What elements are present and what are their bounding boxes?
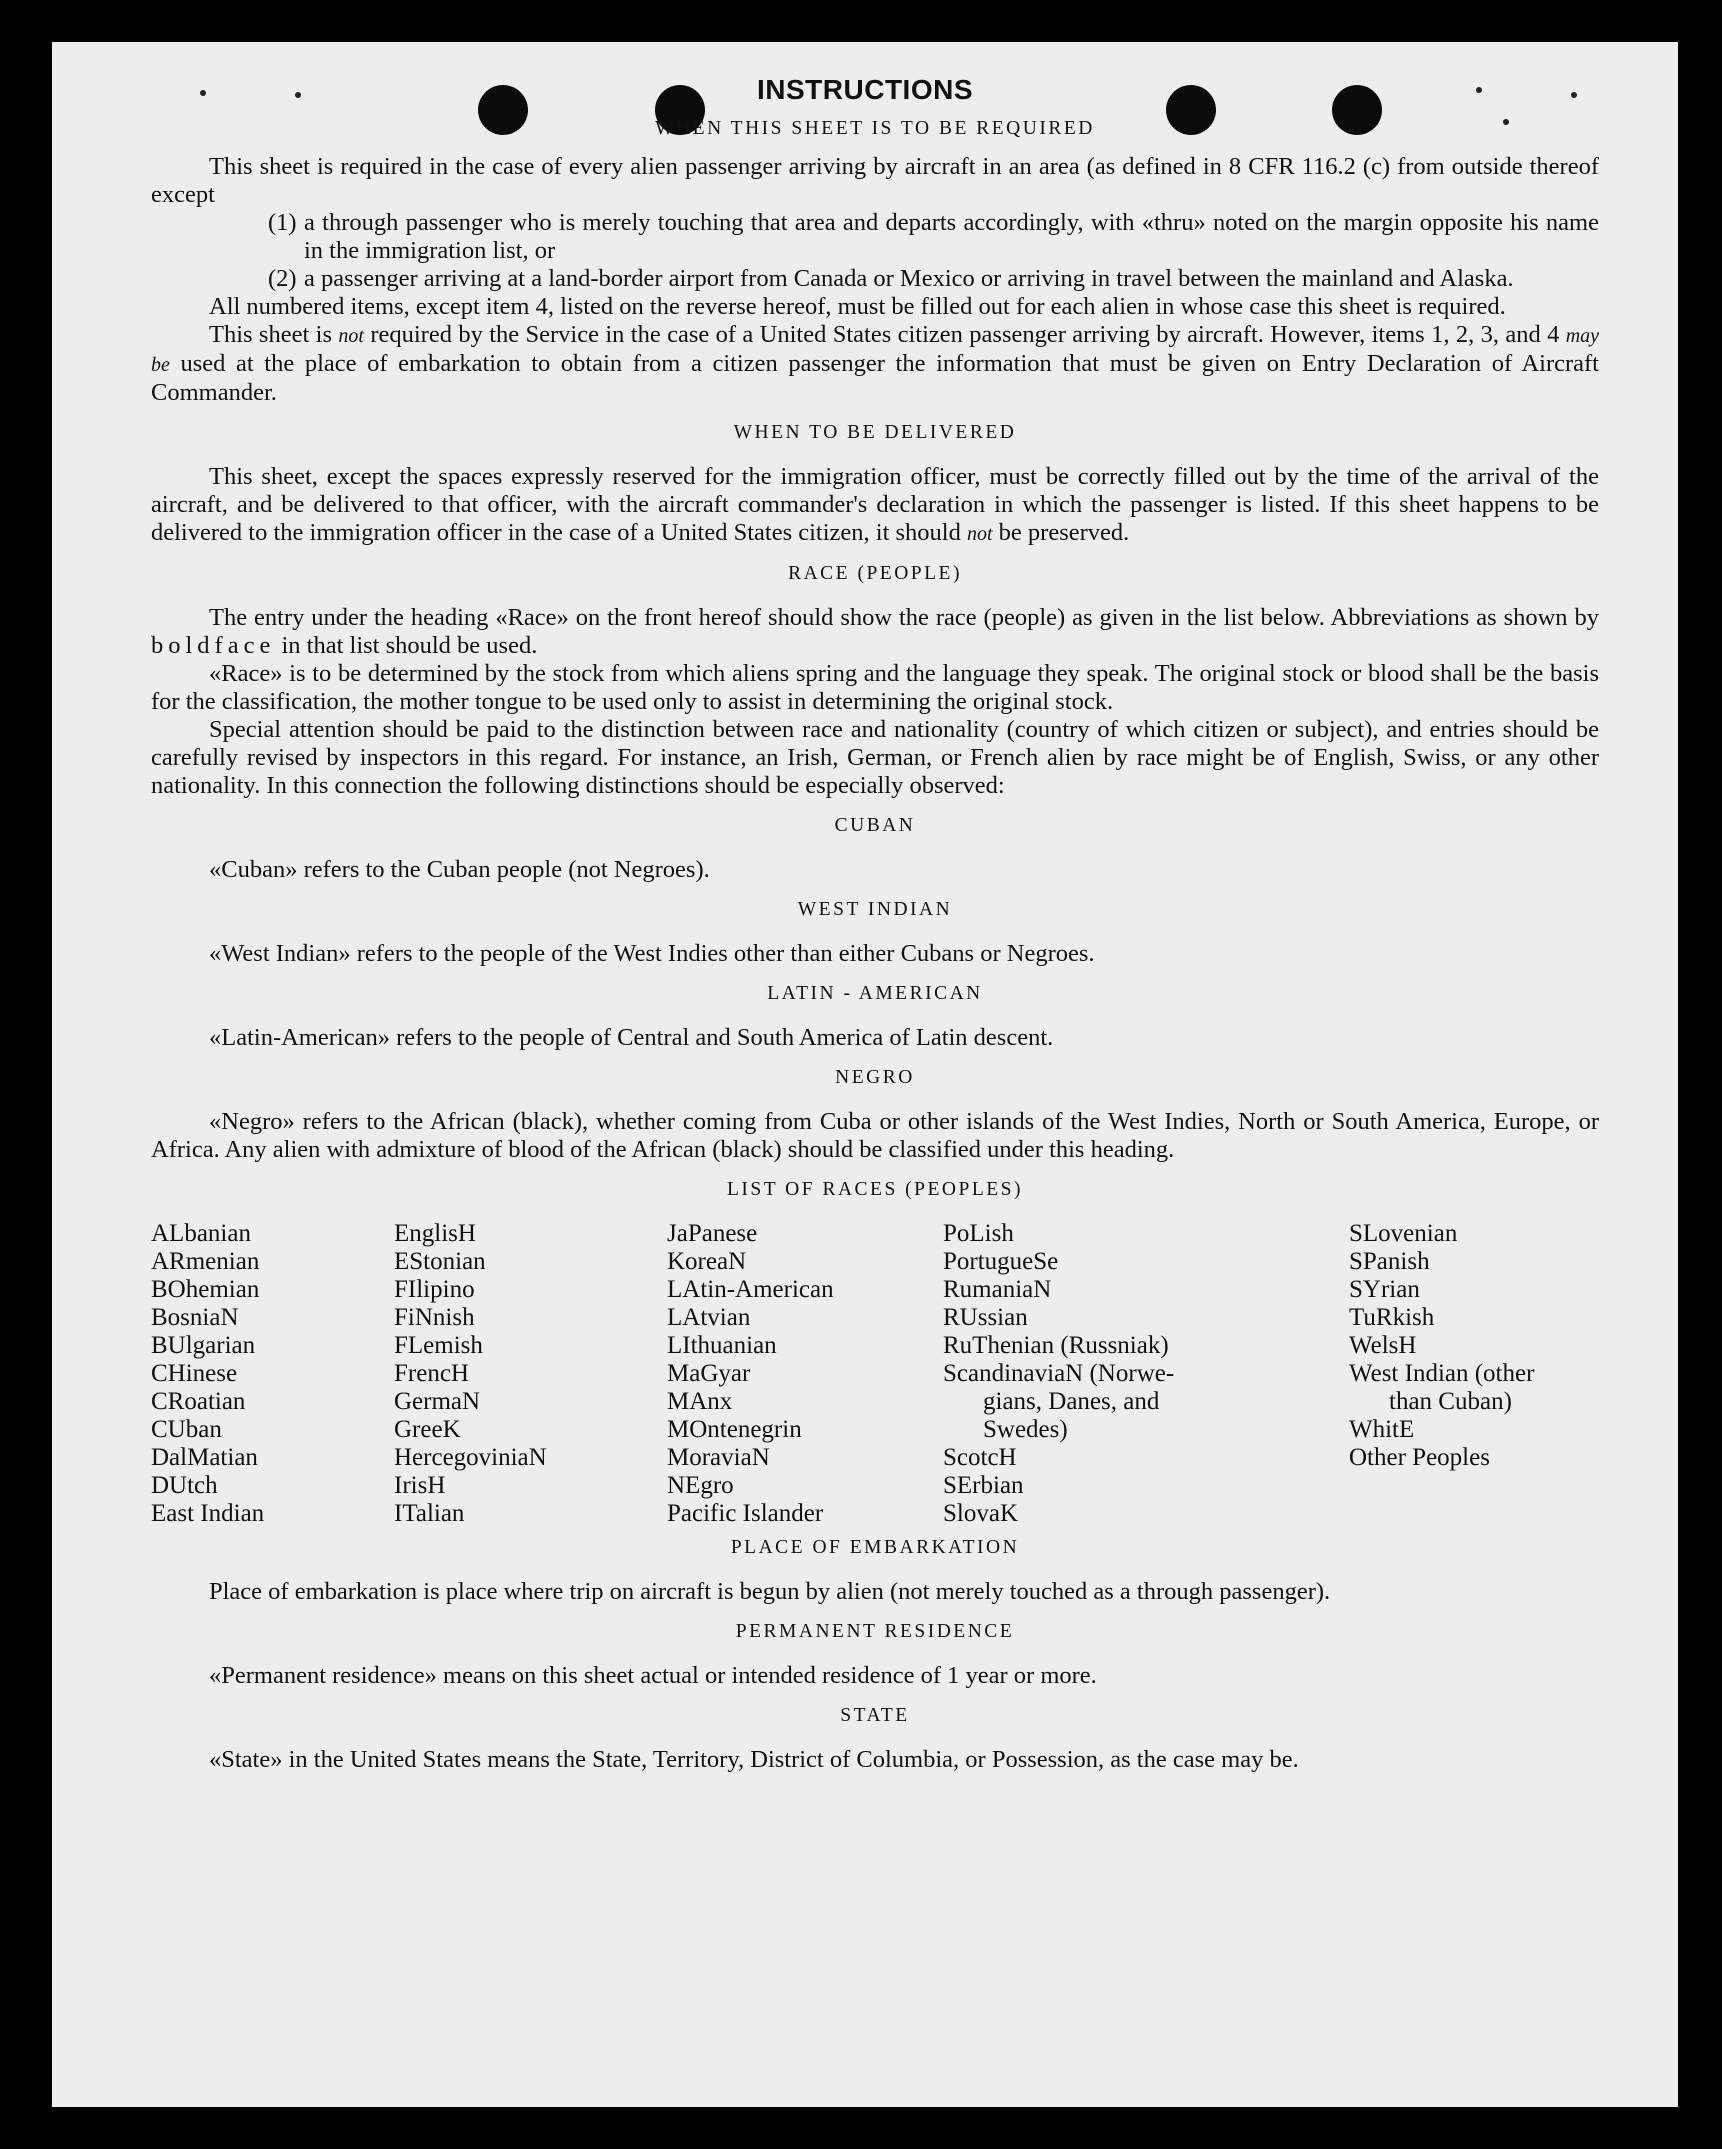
paragraph <box>151 463 1599 548</box>
race-entry: DalMatian <box>151 1444 258 1471</box>
race-entry: CUban <box>151 1416 222 1443</box>
race-entry: CRoatian <box>151 1388 246 1415</box>
paragraph: «Cuban» refers to the Cuban people (not Negroes). <box>209 856 710 883</box>
race-entry: ARmenian <box>151 1248 260 1275</box>
race-entry: ITalian <box>394 1500 465 1527</box>
paragraph: «Negro» refers to the African (black), whether coming from Cuba or other islands of the West Indies, North or South America, Europe, or Africa. Any alien with admixture of blood of the African (black) should be classified under this heading. <box>151 1108 1599 1163</box>
section-heading-required: WHEN THIS SHEET IS TO BE REQUIRED <box>655 118 1095 139</box>
race-entry: than Cuban) <box>1389 1388 1512 1415</box>
text-run: be preserved. <box>998 519 1130 546</box>
text-run: required by the Service in the case of a United States citizen passenger arriving by aircraft. However, items 1, 2, 3, and 4 <box>370 321 1560 348</box>
text-run: The entry under the heading «Race» on the front hereof should show the race (people) as given in the list below. Abbreviations as shown by <box>209 604 1599 631</box>
emphasis: not <box>338 325 364 347</box>
spaced-word: boldface <box>151 632 276 659</box>
race-entry: West Indian (other <box>1349 1360 1535 1387</box>
race-entry: East Indian <box>151 1500 265 1527</box>
race-entry: ScandinaviaN (Norwe- <box>943 1360 1175 1387</box>
race-entry: SYrian <box>1349 1276 1420 1303</box>
race-entry: HercegoviniaN <box>394 1444 547 1471</box>
race-entry: GreeK <box>394 1416 461 1443</box>
paragraph: «Latin-American» refers to the people of Central and South America of Latin descent. <box>209 1024 1054 1051</box>
race-entry: SLovenian <box>1349 1220 1458 1247</box>
paragraph: All numbered items, except item 4, listed on the reverse hereof, must be filled out for each alien in whose case this sheet is required. <box>209 293 1506 320</box>
race-entry: FLemish <box>394 1332 483 1359</box>
race-entry: EStonian <box>394 1248 486 1275</box>
race-entry: BOhemian <box>151 1276 260 1303</box>
race-entry: KoreaN <box>667 1248 747 1275</box>
race-entry: LIthuanian <box>667 1332 777 1359</box>
section-heading-embarkation: PLACE OF EMBARKATION <box>730 1537 1020 1558</box>
section-heading-west-indian: WEST INDIAN <box>797 899 953 920</box>
paragraph: This sheet is required in the case of every alien passenger arriving by aircraft in an area (as defined in 8 CFR 116.2 (c) from outside thereof except <box>151 153 1599 208</box>
section-heading-latin-american: LATIN - AMERICAN <box>767 983 983 1004</box>
race-entry: TuRkish <box>1349 1304 1435 1331</box>
instructions-body <box>151 115 1599 1774</box>
section-heading-race: RACE (PEOPLE) <box>788 563 962 584</box>
race-entry: DUtch <box>151 1472 218 1499</box>
emphasis: may be <box>151 325 1600 376</box>
section-heading-permanent-residence: PERMANENT RESIDENCE <box>735 1621 1015 1642</box>
race-entry: CHinese <box>151 1360 238 1387</box>
race-column <box>943 1220 1174 1528</box>
race-entry: MaGyar <box>667 1360 751 1387</box>
race-entry: MAnx <box>667 1388 733 1415</box>
race-column <box>394 1220 547 1528</box>
paragraph: «State» in the United States means the State, Territory, District of Columbia, or Possession, as the case may be. <box>209 1746 1299 1773</box>
race-entry: Other Peoples <box>1349 1444 1490 1471</box>
paragraph <box>151 604 1599 660</box>
paragraph: Place of embarkation is place where trip on aircraft is begun by alien (not merely touched as a through passenger). <box>209 1578 1331 1605</box>
race-entry: BosniaN <box>151 1304 239 1331</box>
text-run: This sheet is <box>209 321 332 348</box>
race-entry: LAtvian <box>667 1304 751 1331</box>
list-item-text: a through passenger who is merely touching that area and departs accordingly, with «thru» noted on the margin opposite his name in the immigration list, or <box>304 209 1599 264</box>
text-run: used at the place of embarkation to obtain from a citizen passenger the information that must be given on Entry Declaration of Aircraft Commander. <box>151 350 1599 406</box>
list-item-text: a passenger arriving at a land-border airport from Canada or Mexico or arriving in travel between the mainland and Alaska. <box>304 265 1514 292</box>
section-heading-negro: NEGRO <box>835 1067 915 1088</box>
list-item-number: (2) <box>268 265 297 292</box>
race-entry: PoLish <box>943 1220 1014 1247</box>
race-entry: EnglisH <box>394 1220 476 1247</box>
race-entry: RuThenian (Russniak) <box>943 1332 1169 1359</box>
race-entry: IrisH <box>394 1472 446 1499</box>
emphasis: not <box>966 523 993 545</box>
section-heading-delivered: WHEN TO BE DELIVERED <box>733 422 1017 443</box>
race-entry: WhitE <box>1349 1416 1415 1443</box>
race-entry: SErbian <box>943 1472 1024 1499</box>
race-entry: LAtin-American <box>667 1276 834 1303</box>
race-entry: JaPanese <box>667 1220 758 1247</box>
race-column <box>667 1220 834 1528</box>
section-heading-state: STATE <box>840 1705 910 1726</box>
race-entry: SlovaK <box>943 1500 1018 1527</box>
race-entry: FiNnish <box>394 1304 475 1331</box>
race-entry: RUssian <box>943 1304 1028 1331</box>
race-entry: Swedes) <box>983 1416 1068 1443</box>
race-entry: PortugueSe <box>943 1248 1059 1275</box>
race-entry: GermaN <box>394 1388 481 1415</box>
race-entry: MoraviaN <box>667 1444 770 1471</box>
race-list <box>151 1220 1599 1527</box>
race-column <box>1349 1220 1534 1472</box>
race-entry: Pacific Islander <box>667 1500 824 1527</box>
race-entry: ALbanian <box>151 1220 251 1247</box>
section-heading-list-of-races: LIST OF RACES (PEOPLES) <box>726 1179 1024 1200</box>
paragraph: «Race» is to be determined by the stock from which aliens spring and the language they speak. The original stock or blood shall be the basis for the classification, the mother tongue to be used only to assist in determining the original stock. <box>151 660 1599 715</box>
paragraph: «Permanent residence» means on this sheet actual or intended residence of 1 year or more. <box>209 1662 1097 1689</box>
page-title: INSTRUCTIONS <box>757 74 973 105</box>
text-run: This sheet, except the spaces expressly reserved for the immigration officer, must be correctly filled out by the time of the arrival of the aircraft, and be delivered to that officer, with the aircraft commander's declaration in which the passenger is listed. If this sheet happens to be delivered to the immigration officer in the case of a United States citizen, it should <box>151 463 1599 546</box>
section-heading-cuban: CUBAN <box>834 815 916 836</box>
race-entry: BUlgarian <box>151 1332 256 1359</box>
race-entry: ScotcH <box>943 1444 1017 1471</box>
race-entry: FrencH <box>394 1360 469 1387</box>
race-entry: FIlipino <box>394 1276 475 1303</box>
race-entry: RumaniaN <box>943 1276 1052 1303</box>
text-run: in that list should be used. <box>281 632 538 659</box>
race-entry: NEgro <box>667 1472 734 1499</box>
list-item <box>151 265 1599 293</box>
race-entry: MOntenegrin <box>667 1416 802 1443</box>
race-entry: SPanish <box>1349 1248 1430 1275</box>
race-entry: WelsH <box>1349 1332 1417 1359</box>
paragraph <box>151 321 1599 407</box>
race-entry: gians, Danes, and <box>983 1388 1160 1415</box>
paragraph: Special attention should be paid to the distinction between race and nationality (country of which citizen or subject), and entries should be carefully revised by inspectors in this regard. For instance, an Irish, German, or French alien by race might be of English, Swiss, or any other nationality. In this connection the following distinctions should be especially observed: <box>151 716 1599 799</box>
race-column <box>151 1220 264 1528</box>
document-page <box>52 42 1678 2107</box>
list-item-number: (1) <box>268 209 297 236</box>
list-item <box>151 209 1599 265</box>
paragraph: «West Indian» refers to the people of the West Indies other than either Cubans or Negroes. <box>209 940 1095 967</box>
